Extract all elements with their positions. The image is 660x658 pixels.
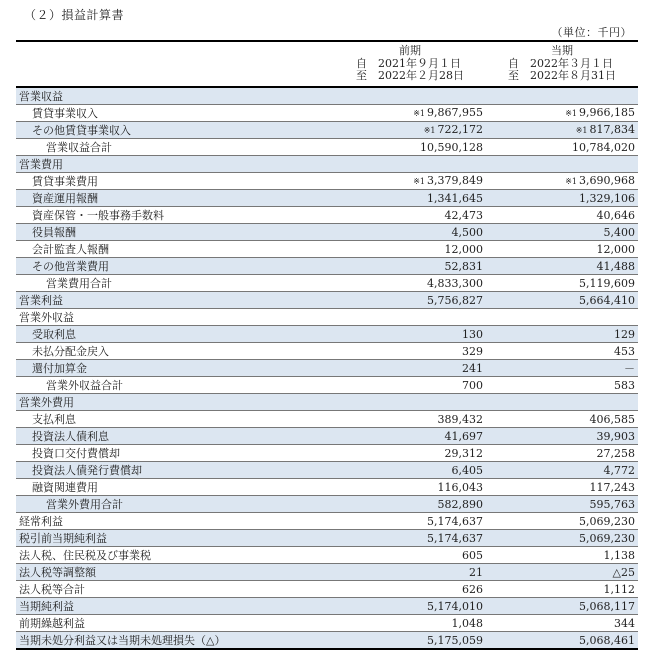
row-value-prev bbox=[334, 275, 486, 292]
table-row bbox=[16, 360, 638, 377]
amount-value: 5,175,059 bbox=[427, 633, 483, 647]
amount-value: 27,258 bbox=[596, 446, 635, 460]
row-value-cur bbox=[486, 207, 638, 224]
table-row bbox=[16, 326, 638, 343]
header-label-cell bbox=[16, 41, 334, 87]
table-row bbox=[16, 632, 638, 650]
table-row bbox=[16, 496, 638, 513]
row-value-cur bbox=[486, 428, 638, 445]
row-label: 投資法人債利息 bbox=[16, 428, 334, 445]
table-row bbox=[16, 513, 638, 530]
amount-value: 6,405 bbox=[451, 463, 483, 477]
row-value-cur bbox=[486, 513, 638, 530]
row-value-cur bbox=[486, 292, 638, 309]
amount-value: 4,833,300 bbox=[427, 276, 483, 290]
row-label: 営業外収益合計 bbox=[16, 377, 334, 394]
row-label: 当期純利益 bbox=[16, 598, 334, 615]
row-value-cur bbox=[486, 241, 638, 258]
row-value-cur bbox=[486, 122, 638, 139]
table-row bbox=[16, 377, 638, 394]
cur-period-name: 当期 bbox=[551, 44, 573, 57]
amount-value: 117,243 bbox=[589, 480, 635, 494]
row-value-prev bbox=[334, 190, 486, 207]
row-value-prev bbox=[334, 309, 486, 326]
row-value-prev bbox=[334, 632, 486, 650]
row-label: 法人税等調整額 bbox=[16, 564, 334, 581]
table-row bbox=[16, 275, 638, 292]
row-label: 支払利息 bbox=[16, 411, 334, 428]
table-row bbox=[16, 190, 638, 207]
table-row bbox=[16, 309, 638, 326]
row-value-prev bbox=[334, 530, 486, 547]
row-value-prev bbox=[334, 292, 486, 309]
row-value-cur bbox=[486, 496, 638, 513]
amount-value: △25 bbox=[612, 565, 635, 579]
amount-value: 5,756,827 bbox=[427, 293, 483, 307]
table-row bbox=[16, 139, 638, 156]
amount-value: 41,697 bbox=[444, 429, 483, 443]
footnote-marker: ※1 bbox=[565, 109, 578, 118]
row-value-prev bbox=[334, 598, 486, 615]
amount-value: 5,119,609 bbox=[579, 276, 635, 290]
row-label: 営業費用 bbox=[16, 156, 334, 173]
row-value-prev bbox=[334, 513, 486, 530]
row-label: 法人税、住民税及び事業税 bbox=[16, 547, 334, 564]
row-value-prev bbox=[334, 360, 486, 377]
amount-value: 5,174,637 bbox=[427, 514, 483, 528]
row-label: 営業外費用合計 bbox=[16, 496, 334, 513]
amount-value: 1,112 bbox=[603, 582, 635, 596]
row-label: 投資法人債発行費償却 bbox=[16, 462, 334, 479]
row-value-prev bbox=[334, 581, 486, 598]
row-value-cur bbox=[486, 275, 638, 292]
row-value-prev bbox=[334, 241, 486, 258]
row-value-cur bbox=[486, 564, 638, 581]
amount-value: 5,664,410 bbox=[579, 293, 635, 307]
row-label: 受取利息 bbox=[16, 326, 334, 343]
footnote-marker: ※1 bbox=[423, 126, 436, 135]
amount-value: 52,831 bbox=[444, 259, 483, 273]
row-label: 役員報酬 bbox=[16, 224, 334, 241]
row-label: 営業外収益 bbox=[16, 309, 334, 326]
row-value-cur bbox=[486, 394, 638, 411]
amount-value: 130 bbox=[462, 327, 483, 341]
table-row bbox=[16, 411, 638, 428]
row-label: その他営業費用 bbox=[16, 258, 334, 275]
table-row bbox=[16, 394, 638, 411]
row-value-prev bbox=[334, 87, 486, 105]
row-label: 資産運用報酬 bbox=[16, 190, 334, 207]
table-row bbox=[16, 224, 638, 241]
amount-value: 5,068,461 bbox=[579, 633, 635, 647]
amount-value: 1,048 bbox=[451, 616, 483, 630]
row-label: 賃貸事業費用 bbox=[16, 173, 334, 190]
table-row bbox=[16, 564, 638, 581]
amount-value: 3,379,849 bbox=[427, 174, 483, 187]
footnote-marker: ※1 bbox=[413, 177, 426, 186]
amount-value: 40,646 bbox=[596, 208, 635, 222]
table-row bbox=[16, 258, 638, 275]
row-value-cur bbox=[486, 598, 638, 615]
row-value-cur bbox=[486, 632, 638, 650]
row-value-cur bbox=[486, 258, 638, 275]
row-value-cur bbox=[486, 581, 638, 598]
amount-value: 4,500 bbox=[451, 225, 483, 239]
table-row bbox=[16, 598, 638, 615]
amount-value: 4,772 bbox=[603, 463, 635, 477]
row-label: その他賃貸事業収入 bbox=[16, 122, 334, 139]
prev-period-name: 前期 bbox=[399, 44, 421, 57]
table-row bbox=[16, 156, 638, 173]
amount-value: 1,138 bbox=[603, 548, 635, 562]
amount-value: 5,068,117 bbox=[579, 599, 635, 613]
row-value-cur bbox=[486, 156, 638, 173]
table-row bbox=[16, 445, 638, 462]
footnote-marker: ※1 bbox=[565, 177, 578, 186]
header-cur-period bbox=[486, 41, 638, 87]
amount-value: － bbox=[624, 361, 635, 375]
row-label: 会計監査人報酬 bbox=[16, 241, 334, 258]
row-value-cur bbox=[486, 190, 638, 207]
row-value-prev bbox=[334, 207, 486, 224]
amount-value: 129 bbox=[614, 327, 635, 341]
row-value-prev bbox=[334, 173, 486, 190]
row-label: 営業収益 bbox=[16, 87, 334, 105]
amount-value: 1,341,645 bbox=[427, 191, 483, 205]
amount-value: 3,690,968 bbox=[579, 174, 635, 187]
row-value-prev bbox=[334, 224, 486, 241]
row-label: 税引前当期純利益 bbox=[16, 530, 334, 547]
row-value-prev bbox=[334, 394, 486, 411]
table-row bbox=[16, 479, 638, 496]
table-row bbox=[16, 343, 638, 360]
row-value-prev bbox=[334, 547, 486, 564]
row-value-cur bbox=[486, 309, 638, 326]
amount-value: 406,585 bbox=[589, 412, 635, 426]
row-value-cur bbox=[486, 530, 638, 547]
amount-value: 5,069,230 bbox=[579, 531, 635, 545]
section-heading: （２）損益計算書 bbox=[24, 8, 125, 22]
prev-period-from: 自 2021年９月１日 bbox=[356, 57, 461, 70]
table-body bbox=[16, 87, 638, 649]
row-value-cur bbox=[486, 343, 638, 360]
amount-value: 595,763 bbox=[589, 497, 635, 511]
row-label: 当期未処分利益又は当期未処理損失（△） bbox=[16, 632, 334, 650]
row-value-prev bbox=[334, 343, 486, 360]
row-label: 経常利益 bbox=[16, 513, 334, 530]
row-value-prev bbox=[334, 411, 486, 428]
table-row bbox=[16, 241, 638, 258]
row-value-cur bbox=[486, 411, 638, 428]
row-label: 営業費用合計 bbox=[16, 275, 334, 292]
amount-value: 5,174,010 bbox=[427, 599, 483, 613]
amount-value: 605 bbox=[462, 548, 483, 562]
row-value-prev bbox=[334, 377, 486, 394]
table-row bbox=[16, 530, 638, 547]
row-value-cur bbox=[486, 479, 638, 496]
row-value-cur bbox=[486, 224, 638, 241]
amount-value: 389,432 bbox=[437, 412, 483, 426]
amount-value: 453 bbox=[614, 344, 635, 358]
row-value-prev bbox=[334, 496, 486, 513]
row-value-cur bbox=[486, 547, 638, 564]
row-value-prev bbox=[334, 462, 486, 479]
amount-value: 344 bbox=[614, 616, 635, 630]
row-value-cur bbox=[486, 173, 638, 190]
row-label: 資産保管・一般事務手数料 bbox=[16, 207, 334, 224]
amount-value: 21 bbox=[469, 565, 483, 579]
row-value-prev bbox=[334, 615, 486, 632]
amount-value: 10,784,020 bbox=[572, 140, 635, 154]
amount-value: 116,043 bbox=[437, 480, 483, 494]
amount-value: 10,590,128 bbox=[420, 140, 483, 154]
table-row bbox=[16, 87, 638, 105]
income-statement-table-wrap bbox=[16, 40, 638, 650]
row-label: 未払分配金戻入 bbox=[16, 343, 334, 360]
row-label: 前期繰越利益 bbox=[16, 615, 334, 632]
row-label: 賃貸事業収入 bbox=[16, 105, 334, 122]
amount-value: 41,488 bbox=[596, 259, 635, 273]
table-row bbox=[16, 292, 638, 309]
table-row bbox=[16, 122, 638, 139]
row-label: 営業利益 bbox=[16, 292, 334, 309]
table-row bbox=[16, 462, 638, 479]
amount-value: 5,400 bbox=[603, 225, 635, 239]
row-value-prev bbox=[334, 105, 486, 122]
unit-label: （単位：千円） bbox=[551, 26, 632, 39]
row-value-cur bbox=[486, 326, 638, 343]
income-statement-table bbox=[16, 40, 638, 650]
amount-value: 12,000 bbox=[444, 242, 483, 256]
row-label: 営業収益合計 bbox=[16, 139, 334, 156]
row-value-prev bbox=[334, 139, 486, 156]
amount-value: 9,867,955 bbox=[427, 106, 483, 119]
row-value-prev bbox=[334, 479, 486, 496]
row-value-prev bbox=[334, 326, 486, 343]
header-prev-period bbox=[334, 41, 486, 87]
row-value-cur bbox=[486, 105, 638, 122]
row-value-cur bbox=[486, 377, 638, 394]
amount-value: 42,473 bbox=[444, 208, 483, 222]
row-label: 法人税等合計 bbox=[16, 581, 334, 598]
row-value-cur bbox=[486, 360, 638, 377]
amount-value: 722,172 bbox=[437, 123, 483, 136]
table-row bbox=[16, 547, 638, 564]
amount-value: 582,890 bbox=[437, 497, 483, 511]
row-label: 融資関連費用 bbox=[16, 479, 334, 496]
amount-value: 9,966,185 bbox=[579, 106, 635, 119]
amount-value: 817,834 bbox=[589, 123, 635, 136]
cur-period-to: 至 2022年８月31日 bbox=[508, 69, 616, 82]
table-row bbox=[16, 207, 638, 224]
amount-value: 329 bbox=[462, 344, 483, 358]
amount-value: 5,174,637 bbox=[427, 531, 483, 545]
amount-value: 1,329,106 bbox=[579, 191, 635, 205]
row-value-cur bbox=[486, 139, 638, 156]
amount-value: 700 bbox=[462, 378, 483, 392]
row-value-prev bbox=[334, 122, 486, 139]
cur-period-from: 自 2022年３月１日 bbox=[508, 57, 613, 70]
row-label: 営業外費用 bbox=[16, 394, 334, 411]
row-value-prev bbox=[334, 564, 486, 581]
table-header bbox=[16, 41, 638, 87]
table-row bbox=[16, 173, 638, 190]
amount-value: 626 bbox=[462, 582, 483, 596]
table-row bbox=[16, 428, 638, 445]
amount-value: 583 bbox=[614, 378, 635, 392]
amount-value: 12,000 bbox=[596, 242, 635, 256]
amount-value: 241 bbox=[462, 361, 483, 375]
amount-value: 39,903 bbox=[596, 429, 635, 443]
row-value-cur bbox=[486, 615, 638, 632]
row-value-prev bbox=[334, 445, 486, 462]
row-label: 投資口交付費償却 bbox=[16, 445, 334, 462]
row-value-cur bbox=[486, 445, 638, 462]
row-value-prev bbox=[334, 428, 486, 445]
row-label: 還付加算金 bbox=[16, 360, 334, 377]
row-value-prev bbox=[334, 258, 486, 275]
footnote-marker: ※1 bbox=[575, 126, 588, 135]
table-row bbox=[16, 581, 638, 598]
prev-period-to: 至 2022年２月28日 bbox=[356, 69, 464, 82]
footnote-marker: ※1 bbox=[413, 109, 426, 118]
amount-value: 5,069,230 bbox=[579, 514, 635, 528]
table-row bbox=[16, 105, 638, 122]
table-row bbox=[16, 615, 638, 632]
amount-value: 29,312 bbox=[444, 446, 483, 460]
row-value-cur bbox=[486, 462, 638, 479]
row-value-cur bbox=[486, 87, 638, 105]
row-value-prev bbox=[334, 156, 486, 173]
